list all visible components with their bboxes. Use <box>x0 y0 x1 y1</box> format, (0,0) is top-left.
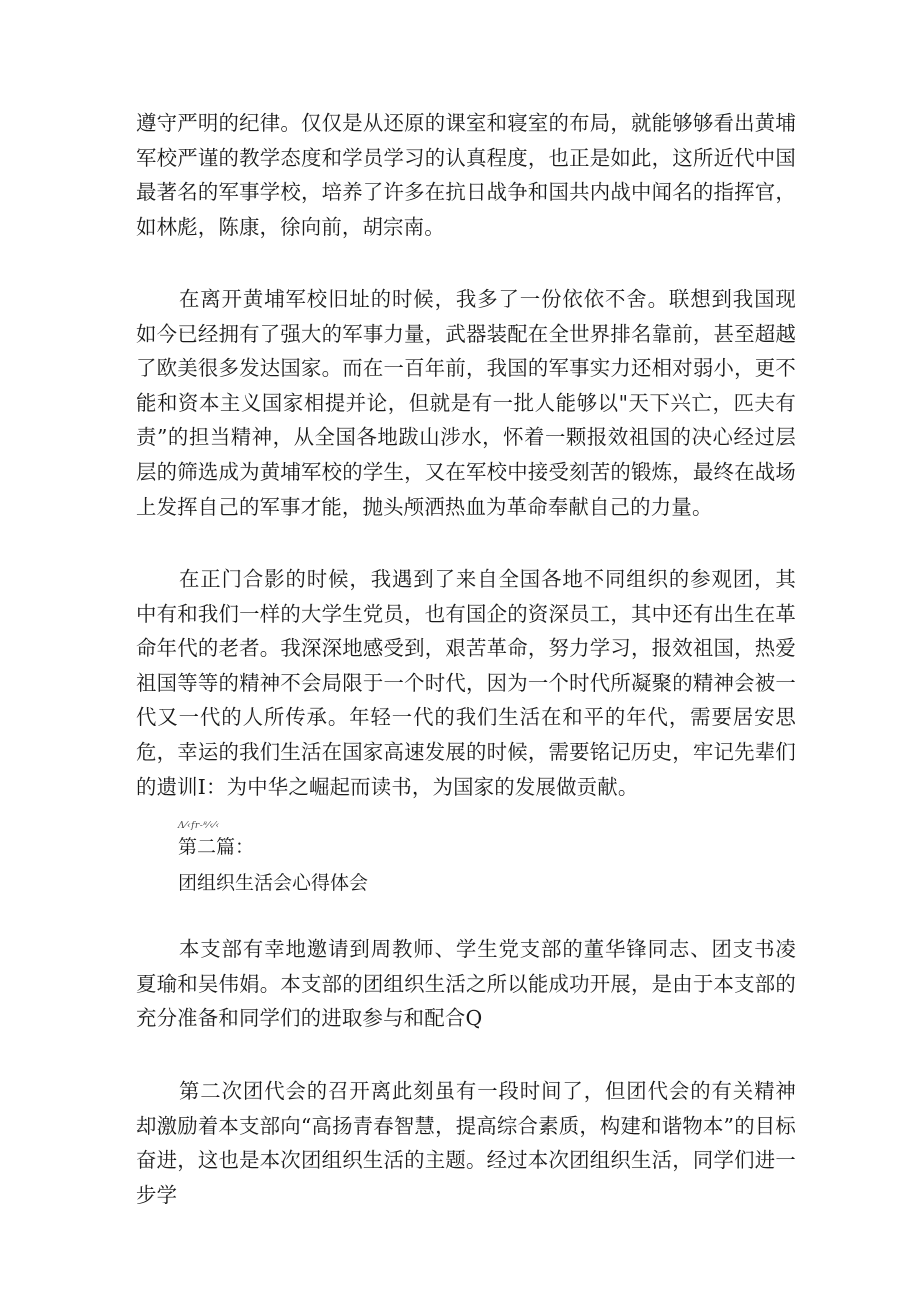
paragraph-second-congress: 第二次团代会的召开离此刻虽有一段时间了，但团代会的有关精神却激励着本支部向“高扬青春智慧，提高综合素质，构建和谐物本”的目标奋进，这也是本次团组织生活的主题。经过本次团组织生活，同学们进一步学 <box>136 1079 796 1207</box>
paragraph-whampoa-discipline: 遵守严明的纪律。仅仅是从还原的课室和寝室的布局，就能够够看出黄埔军校严谨的教学态度和学员学习的认真程度，也正是如此，这所近代中国最著名的军事学校，培养了许多在抗日战争和国共内战中闻名的指挥官，如林彪，陈康，徐向前，胡宗南。 <box>136 111 796 239</box>
paragraph-group-photo: 在正门合影的时候，我遇到了来自全国各地不同组织的参观团，其中有和我们一样的大学生党员，也有国企的资深员工，其中还有出生在革命年代的老者。我深深地感受到，艰苦革命，努力学习，报效祖国，热爱祖国等等的精神不会局限于一个时代，因为一个时代所凝聚的精神会被一代又一代的人所传承。年轻一代的我们生活在和平的年代，需要居安思危，幸运的我们生活在国家高速发展的时候，需要铭记历史，牢记先辈们的遗训I：为中华之崛起而读书，为国家的发展做贡献。 <box>136 567 796 799</box>
paragraph-branch-invitation: 本支部有幸地邀请到周教师、学生党支部的董华锋同志、团支书凌夏瑜和吴伟娟。本支部的团组织生活之所以能成功开展，是由于本支部的充分准备和同学们的进取参与和配合Q <box>136 937 796 1031</box>
garbled-note: Λ⁄‹fr-⁸⁄‹⁄‹ <box>178 821 220 831</box>
paragraph-leaving-whampoa: 在离开黄埔军校旧址的时候，我多了一份依依不舍。联想到我国现如今已经拥有了强大的军事力量，武器装配在全世界排名靠前，甚至超越了欧美很多发达国家。而在一百年前，我国的军事实力还相对弱小，更不能和资本主义国家相提并论，但就是有一批人能够以"天下兴亡，匹夫有责”的担当精神，从全国各地跋山涉水，怀着一颗报效祖国的决心经过层层的筛选成为黄埔军校的学生，又在军校中接受刻苦的锻炼，最终在战场上发挥自己的军事才能，抛头颅洒热血为革命奉献自己的力量。 <box>136 287 796 519</box>
section-label: 第二篇： <box>178 836 255 858</box>
section-title: 团组织生活会心得体会 <box>178 872 369 894</box>
